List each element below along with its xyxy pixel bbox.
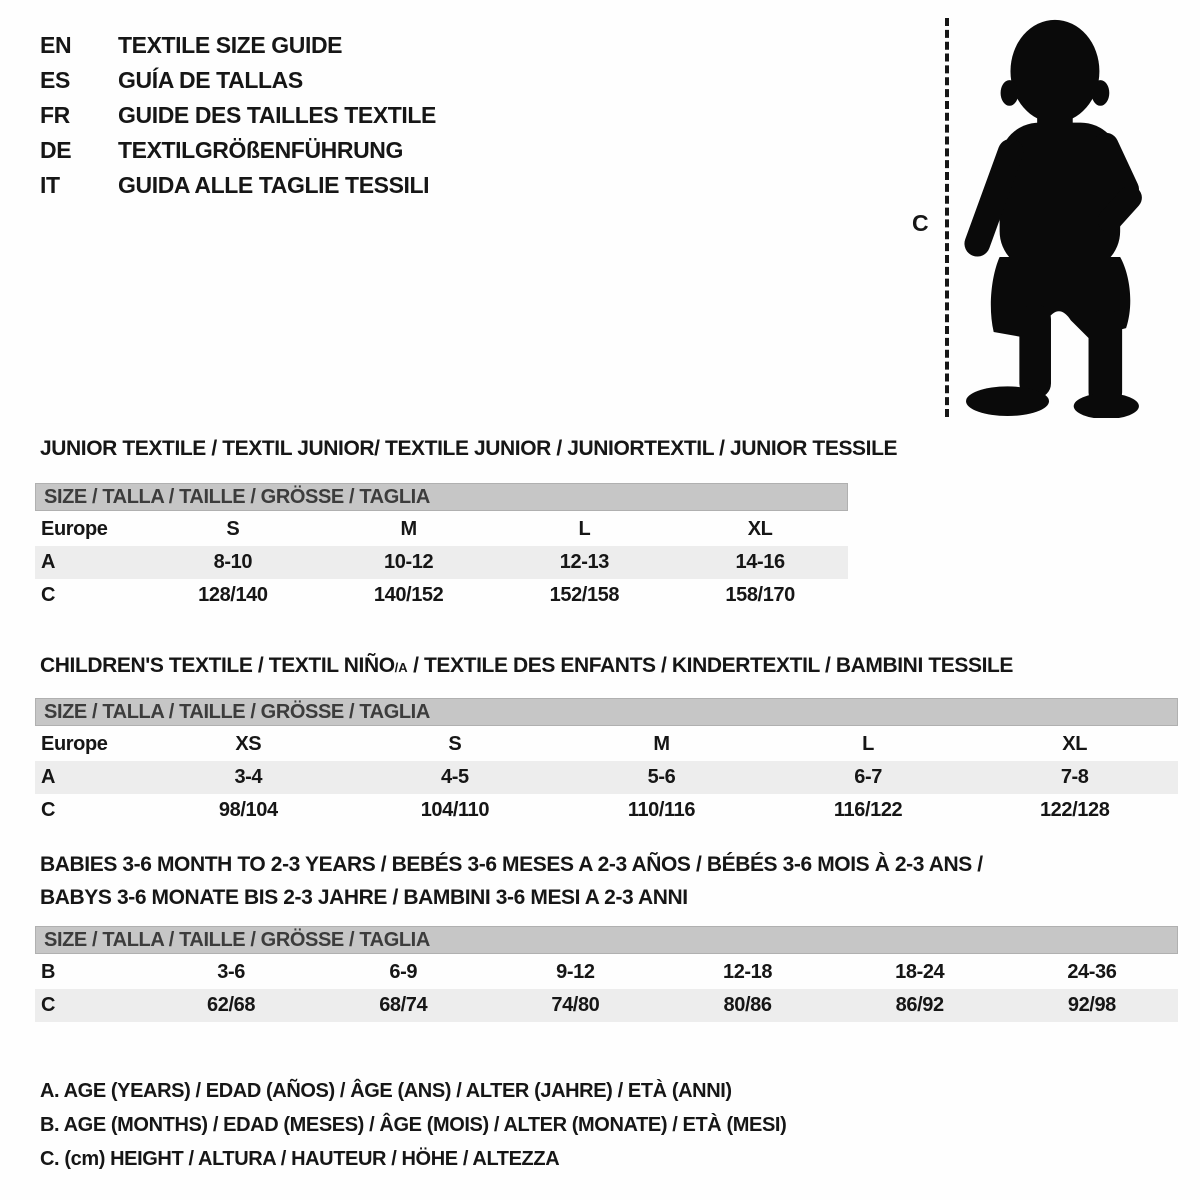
value-cell: 80/86 [723, 994, 772, 1016]
value-cell: 6-7 [854, 766, 882, 788]
table-row [35, 989, 1178, 1022]
value-cell: 9-12 [556, 961, 595, 983]
value-cell: 10-12 [384, 551, 434, 573]
language-title: TEXTILGRÖßENFÜHRUNG [118, 137, 403, 163]
table-row [35, 546, 848, 579]
language-code: FR [40, 102, 70, 128]
value-cell: 12-13 [559, 551, 609, 573]
table-header-row [35, 728, 1178, 761]
language-title: GUIDE DES TAILLES TEXTILE [118, 102, 436, 128]
row-label-cell: Europe [41, 733, 108, 755]
section-junior [35, 437, 898, 612]
value-cell: 24-36 [1067, 961, 1117, 983]
size-table [35, 728, 1178, 827]
row-label-cell: C [41, 799, 56, 821]
value-cell: 5-6 [647, 766, 676, 788]
section-heading-line: BABIES 3-6 MONTH TO 2-3 YEARS / BEBÉS 3-6 MESES A 2-3 AÑOS / BÉBÉS 3-6 MOIS À 2-3 ANS / [40, 853, 983, 876]
language-row [40, 133, 436, 168]
value-cell: 140/152 [373, 584, 444, 606]
value-cell: 6-9 [389, 961, 418, 983]
section-heading [40, 848, 1178, 914]
value-cell: 14-16 [735, 551, 785, 573]
row-label-cell: C [41, 994, 56, 1016]
value-cell: 86/92 [895, 994, 944, 1016]
value-cell: 110/116 [627, 799, 696, 821]
section-heading-line: JUNIOR TEXTILE / TEXTIL JUNIOR/ TEXTILE JUNIOR / JUNIORTEXTIL / JUNIOR TESSILE [40, 437, 898, 460]
size-bar: SIZE / TALLA / TAILLE / GRÖSSE / TAGLIA [35, 926, 1178, 954]
column-header-cell: XS [235, 733, 262, 755]
heading-text-sub: /A [394, 660, 408, 675]
value-cell: 4-5 [441, 766, 469, 788]
value-cell: 74/80 [551, 994, 600, 1016]
value-cell: 3-6 [217, 961, 245, 983]
table-row [35, 794, 1178, 827]
height-measure-line [945, 18, 949, 417]
section-heading [40, 654, 1178, 680]
value-cell: 98/104 [218, 799, 278, 821]
section-heading-line: BABYS 3-6 MONATE BIS 2-3 JAHRE / BAMBINI 3-6 MESI A 2-3 ANNI [40, 886, 688, 909]
value-cell: 12-18 [722, 961, 773, 983]
size-bar: SIZE / TALLA / TAILLE / GRÖSSE / TAGLIA [35, 698, 1178, 726]
table-row [35, 956, 1178, 989]
row-label-cell: B [41, 961, 56, 983]
column-header-cell: S [448, 733, 462, 755]
language-code: ES [40, 67, 70, 93]
column-header-cell: L [862, 733, 874, 755]
value-cell: 104/110 [420, 799, 490, 821]
language-code: IT [40, 172, 60, 198]
value-cell: 8-10 [213, 551, 253, 573]
value-cell: 128/140 [198, 584, 268, 606]
value-cell: 62/68 [207, 994, 256, 1016]
table-row [35, 761, 1178, 794]
language-title: GUÍA DE TALLAS [118, 67, 303, 93]
language-title: GUIDA ALLE TAGLIE TESSILI [118, 172, 430, 198]
value-cell: 18-24 [895, 961, 945, 983]
language-list [40, 28, 436, 203]
table-body [35, 513, 848, 612]
value-cell: 116/122 [833, 799, 903, 821]
column-header-cell: M [653, 733, 670, 755]
table-row [35, 579, 848, 612]
toddler-silhouette-icon [955, 8, 1145, 418]
language-code: EN [40, 32, 72, 58]
value-cell: 7-8 [1060, 766, 1089, 788]
value-cell: 68/74 [379, 994, 428, 1016]
language-code: DE [40, 137, 72, 163]
column-header-cell: M [400, 518, 417, 540]
legend [40, 1074, 786, 1176]
value-cell: 3-4 [234, 766, 263, 788]
value-cell: 92/98 [1067, 994, 1116, 1016]
legend-line: B. AGE (MONTHS) / EDAD (MESES) / ÂGE (MOIS) / ALTER (MONATE) / ETÀ (MESI) [40, 1114, 787, 1136]
size-table [35, 956, 1178, 1022]
column-header-cell: L [578, 518, 591, 540]
section-babies [35, 848, 1178, 1022]
table-body [35, 956, 1178, 1022]
value-cell: 158/170 [725, 584, 795, 606]
legend-line: A. AGE (YEARS) / EDAD (AÑOS) / ÂGE (ANS) / ALTER (JAHRE) / ETÀ (ANNI) [40, 1080, 732, 1102]
measure-label-c: C [912, 210, 929, 236]
column-header-cell: S [226, 518, 240, 540]
language-title: TEXTILE SIZE GUIDE [118, 32, 343, 58]
value-cell: 122/128 [1039, 799, 1110, 821]
row-label-cell: A [41, 551, 56, 573]
value-cell: 152/158 [549, 584, 620, 606]
row-label-cell: Europe [41, 518, 108, 540]
column-header-cell: XL [747, 518, 773, 540]
heading-text-post: / TEXTILE DES ENFANTS / KINDERTEXTIL / BAMBINI TESSILE [407, 654, 1014, 677]
language-row [40, 168, 436, 203]
table-header-row [35, 513, 848, 546]
language-row [40, 63, 436, 98]
row-label-cell: A [41, 766, 56, 788]
section-children [35, 654, 1178, 827]
legend-line: C. (cm) HEIGHT / ALTURA / HAUTEUR / HÖHE / ALTEZZA [40, 1148, 560, 1170]
section-heading-line [40, 654, 1178, 680]
row-label-cell: C [41, 584, 56, 606]
column-header-cell: XL [1062, 733, 1088, 755]
heading-text-pre: CHILDREN'S TEXTILE / TEXTIL NIÑO [40, 654, 395, 677]
size-bar: SIZE / TALLA / TAILLE / GRÖSSE / TAGLIA [35, 483, 848, 511]
section-heading [40, 437, 898, 461]
table-body [35, 728, 1178, 827]
language-row [40, 28, 436, 63]
size-table [35, 513, 848, 612]
language-row [40, 98, 436, 133]
